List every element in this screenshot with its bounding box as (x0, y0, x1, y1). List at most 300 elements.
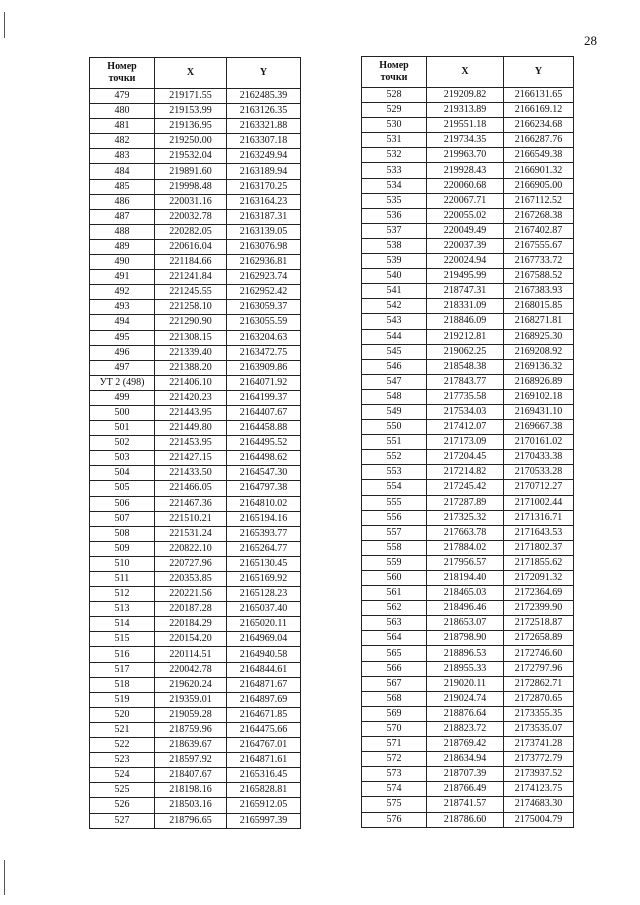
cell-point-number: 503 (90, 451, 155, 466)
cell-point-number: 516 (90, 647, 155, 662)
cell-y: 2166131.65 (504, 88, 574, 103)
cell-x: 221184.66 (155, 255, 227, 270)
cell-y: 2163055.59 (227, 315, 301, 330)
cell-point-number: 486 (90, 194, 155, 209)
cell-x: 217663.78 (427, 525, 504, 540)
cell-x: 218786.60 (427, 812, 504, 827)
cell-x: 221443.95 (155, 405, 227, 420)
cell-x: 221420.23 (155, 390, 227, 405)
table-row (90, 738, 301, 753)
table-row (90, 768, 301, 783)
cell-x: 218741.57 (427, 797, 504, 812)
cell-y: 2167383.93 (504, 284, 574, 299)
table-row (362, 586, 574, 601)
cell-x: 220114.51 (155, 647, 227, 662)
cell-point-number: 553 (362, 465, 427, 480)
cell-point-number: 526 (90, 798, 155, 813)
table-row (90, 617, 301, 632)
cell-point-number: 492 (90, 285, 155, 300)
table-row (362, 178, 574, 193)
table-row (362, 661, 574, 676)
cell-point-number: 556 (362, 510, 427, 525)
table-row (362, 601, 574, 616)
cell-y: 2164969.04 (227, 632, 301, 647)
cell-x: 217245.42 (427, 480, 504, 495)
cell-y: 2165264.77 (227, 541, 301, 556)
cell-x: 221258.10 (155, 300, 227, 315)
cell-x: 221433.50 (155, 466, 227, 481)
cell-x: 220616.04 (155, 239, 227, 254)
cell-point-number: 484 (90, 164, 155, 179)
cell-point-number: 548 (362, 389, 427, 404)
cell-x: 219313.89 (427, 103, 504, 118)
cell-x: 218823.72 (427, 721, 504, 736)
cell-y: 2166234.68 (504, 118, 574, 133)
cell-point-number: 546 (362, 359, 427, 374)
cell-point-number: 480 (90, 104, 155, 119)
cell-x: 220067.71 (427, 193, 504, 208)
cell-point-number: 559 (362, 555, 427, 570)
cell-y: 2167112.52 (504, 193, 574, 208)
cell-point-number: 542 (362, 299, 427, 314)
table-row (362, 238, 574, 253)
table-row (362, 646, 574, 661)
table-row (362, 525, 574, 540)
cell-point-number: 509 (90, 541, 155, 556)
cell-point-number: 561 (362, 586, 427, 601)
cell-point-number: 519 (90, 692, 155, 707)
table-row (362, 555, 574, 570)
table-row (90, 179, 301, 194)
cell-point-number: 528 (362, 88, 427, 103)
cell-x: 220060.68 (427, 178, 504, 193)
cell-y: 2165130.45 (227, 556, 301, 571)
cell-y: 2164871.61 (227, 753, 301, 768)
cell-point-number: 565 (362, 646, 427, 661)
cell-x: 219020.11 (427, 676, 504, 691)
cell-y: 2163204.63 (227, 330, 301, 345)
cell-point-number: 501 (90, 421, 155, 436)
cell-x: 220353.85 (155, 572, 227, 587)
cell-point-number: УТ 2 (498) (90, 375, 155, 390)
cell-point-number: 505 (90, 481, 155, 496)
cell-x: 221510.21 (155, 511, 227, 526)
cell-y: 2164871.67 (227, 677, 301, 692)
cell-y: 2164458.88 (227, 421, 301, 436)
cell-y: 2165020.11 (227, 617, 301, 632)
table-row (362, 329, 574, 344)
cell-x: 221245.55 (155, 285, 227, 300)
table-row (90, 632, 301, 647)
cell-y: 2164897.69 (227, 692, 301, 707)
cell-x: 220187.28 (155, 602, 227, 617)
cell-x: 218769.42 (427, 737, 504, 752)
table-row (90, 572, 301, 587)
cell-x: 218896.53 (427, 646, 504, 661)
page-number: 28 (584, 33, 597, 48)
table-row (90, 451, 301, 466)
cell-y: 2165037.40 (227, 602, 301, 617)
cell-x: 219928.43 (427, 163, 504, 178)
table-row (362, 676, 574, 691)
table-row (362, 133, 574, 148)
cell-y: 2163321.88 (227, 119, 301, 134)
table-row (362, 510, 574, 525)
cell-x: 220024.94 (427, 254, 504, 269)
cell-y: 2173535.07 (504, 721, 574, 736)
cell-x: 221531.24 (155, 526, 227, 541)
cell-y: 2169136.32 (504, 359, 574, 374)
cell-point-number: 520 (90, 707, 155, 722)
table-header-row (362, 57, 574, 88)
table-row (90, 511, 301, 526)
cell-point-number: 569 (362, 706, 427, 721)
cell-y: 2170533.28 (504, 465, 574, 480)
cell-y: 2173355.35 (504, 706, 574, 721)
cell-y: 2172862.71 (504, 676, 574, 691)
table-row (362, 691, 574, 706)
table-row (362, 269, 574, 284)
cell-x: 221339.40 (155, 345, 227, 360)
table-row (362, 480, 574, 495)
table-row (362, 148, 574, 163)
cell-y: 2166287.76 (504, 133, 574, 148)
cell-point-number: 566 (362, 661, 427, 676)
cell-x: 217287.89 (427, 495, 504, 510)
table-row (90, 164, 301, 179)
table-body-left (90, 89, 301, 829)
cell-y: 2172797.96 (504, 661, 574, 676)
cell-y: 2164671.85 (227, 707, 301, 722)
cell-x: 218634.94 (427, 752, 504, 767)
table-row (362, 344, 574, 359)
table-row (90, 783, 301, 798)
table-header-row (90, 58, 301, 89)
table-row (362, 767, 574, 782)
table-row (90, 753, 301, 768)
cell-x: 219551.18 (427, 118, 504, 133)
cell-point-number: 550 (362, 420, 427, 435)
cell-y: 2171855.62 (504, 555, 574, 570)
cell-x: 217956.57 (427, 555, 504, 570)
cell-point-number: 564 (362, 631, 427, 646)
table-row (90, 647, 301, 662)
cell-x: 218407.67 (155, 768, 227, 783)
cell-point-number: 536 (362, 208, 427, 223)
cell-x: 219171.55 (155, 89, 227, 104)
cell-point-number: 535 (362, 193, 427, 208)
cell-point-number: 554 (362, 480, 427, 495)
cell-point-number: 510 (90, 556, 155, 571)
cell-point-number: 562 (362, 601, 427, 616)
cell-x: 219062.25 (427, 344, 504, 359)
cell-x: 218653.07 (427, 616, 504, 631)
cell-point-number: 552 (362, 450, 427, 465)
cell-y: 2162936.81 (227, 255, 301, 270)
cell-x: 220049.49 (427, 223, 504, 238)
table-row (362, 465, 574, 480)
cell-point-number: 499 (90, 390, 155, 405)
table-row (90, 375, 301, 390)
table-row (362, 389, 574, 404)
header-point-line2: точки (380, 72, 408, 83)
coordinates-table-left (89, 57, 301, 829)
cell-y: 2166901.32 (504, 163, 574, 178)
cell-point-number: 523 (90, 753, 155, 768)
table-row (362, 797, 574, 812)
cell-y: 2164844.61 (227, 662, 301, 677)
cell-x: 220221.56 (155, 587, 227, 602)
cell-y: 2167555.67 (504, 238, 574, 253)
cell-y: 2163472.75 (227, 345, 301, 360)
cell-point-number: 522 (90, 738, 155, 753)
cell-y: 2163187.31 (227, 209, 301, 224)
table-row (362, 193, 574, 208)
table-row (90, 89, 301, 104)
cell-point-number: 506 (90, 496, 155, 511)
table-row (90, 270, 301, 285)
table-row (90, 330, 301, 345)
cell-point-number: 508 (90, 526, 155, 541)
cell-y: 2165128.23 (227, 587, 301, 602)
table-row (90, 496, 301, 511)
cell-x: 219024.74 (427, 691, 504, 706)
cell-x: 221388.20 (155, 360, 227, 375)
table-row (362, 571, 574, 586)
cell-x: 219209.82 (427, 88, 504, 103)
cell-point-number: 527 (90, 813, 155, 828)
cell-x: 218796.65 (155, 813, 227, 828)
table-row (90, 194, 301, 209)
cell-y: 2172746.60 (504, 646, 574, 661)
cell-y: 2164498.62 (227, 451, 301, 466)
cell-point-number: 515 (90, 632, 155, 647)
cell-x: 220055.02 (427, 208, 504, 223)
table-row (362, 359, 574, 374)
cell-x: 219891.60 (155, 164, 227, 179)
cell-y: 2172518.87 (504, 616, 574, 631)
table-row (90, 119, 301, 134)
cell-y: 2172091.32 (504, 571, 574, 586)
cell-x: 218548.38 (427, 359, 504, 374)
cell-point-number: 525 (90, 783, 155, 798)
table-row (90, 360, 301, 375)
cell-point-number: 490 (90, 255, 155, 270)
table-row (90, 602, 301, 617)
cell-y: 2167402.87 (504, 223, 574, 238)
cell-x: 219153.99 (155, 104, 227, 119)
table-row (90, 345, 301, 360)
table-row (362, 404, 574, 419)
cell-point-number: 512 (90, 587, 155, 602)
table-row (362, 420, 574, 435)
cell-x: 218639.67 (155, 738, 227, 753)
cell-y: 2164495.52 (227, 436, 301, 451)
header-x: X (155, 58, 227, 89)
cell-x: 217884.02 (427, 540, 504, 555)
cell-x: 217412.07 (427, 420, 504, 435)
cell-point-number: 534 (362, 178, 427, 193)
cell-x: 221406.10 (155, 375, 227, 390)
table-row (90, 300, 301, 315)
cell-point-number: 479 (90, 89, 155, 104)
cell-point-number: 549 (362, 404, 427, 419)
cell-x: 218707.39 (427, 767, 504, 782)
cell-point-number: 504 (90, 466, 155, 481)
cell-y: 2168925.30 (504, 329, 574, 344)
cell-point-number: 524 (90, 768, 155, 783)
header-point-line1: Номер (107, 61, 137, 72)
table-row (362, 435, 574, 450)
cell-point-number: 575 (362, 797, 427, 812)
cell-y: 2169667.38 (504, 420, 574, 435)
cell-y: 2163059.37 (227, 300, 301, 315)
cell-y: 2164071.92 (227, 375, 301, 390)
header-x: X (427, 57, 504, 88)
cell-x: 221466.05 (155, 481, 227, 496)
table-row (362, 299, 574, 314)
table-row (362, 631, 574, 646)
cell-x: 221308.15 (155, 330, 227, 345)
scan-edge-mark-bottom (4, 860, 5, 895)
cell-y: 2169431.10 (504, 404, 574, 419)
cell-point-number: 558 (362, 540, 427, 555)
cell-x: 221241.84 (155, 270, 227, 285)
cell-x: 221449.80 (155, 421, 227, 436)
table-row (362, 284, 574, 299)
table-row (90, 149, 301, 164)
table-row (362, 314, 574, 329)
cell-y: 2164940.58 (227, 647, 301, 662)
cell-point-number: 502 (90, 436, 155, 451)
cell-x: 218496.46 (427, 601, 504, 616)
cell-point-number: 496 (90, 345, 155, 360)
cell-y: 2172658.89 (504, 631, 574, 646)
cell-y: 2172870.65 (504, 691, 574, 706)
cell-y: 2162485.39 (227, 89, 301, 104)
cell-x: 218503.16 (155, 798, 227, 813)
cell-point-number: 483 (90, 149, 155, 164)
table-row (362, 721, 574, 736)
cell-y: 2172364.69 (504, 586, 574, 601)
cell-x: 220184.29 (155, 617, 227, 632)
cell-point-number: 573 (362, 767, 427, 782)
table-row (362, 374, 574, 389)
table-row (90, 556, 301, 571)
cell-y: 2171316.71 (504, 510, 574, 525)
table-row (90, 798, 301, 813)
header-point-line1: Номер (379, 60, 409, 71)
cell-point-number: 489 (90, 239, 155, 254)
table-row (90, 677, 301, 692)
cell-y: 2163076.98 (227, 239, 301, 254)
cell-y: 2163126.35 (227, 104, 301, 119)
cell-x: 221290.90 (155, 315, 227, 330)
cell-y: 2163909.86 (227, 360, 301, 375)
cell-point-number: 557 (362, 525, 427, 540)
cell-y: 2170433.38 (504, 450, 574, 465)
cell-x: 219212.81 (427, 329, 504, 344)
cell-y: 2170161.02 (504, 435, 574, 450)
table-row (90, 390, 301, 405)
table-row (362, 450, 574, 465)
table-row (90, 722, 301, 737)
cell-point-number: 507 (90, 511, 155, 526)
table-row (90, 285, 301, 300)
table-row (362, 752, 574, 767)
cell-x: 218846.09 (427, 314, 504, 329)
cell-x: 221467.36 (155, 496, 227, 511)
cell-x: 217325.32 (427, 510, 504, 525)
cell-x: 218876.64 (427, 706, 504, 721)
table-row (90, 466, 301, 481)
cell-y: 2165194.16 (227, 511, 301, 526)
cell-point-number: 537 (362, 223, 427, 238)
table-row (90, 209, 301, 224)
cell-x: 220042.78 (155, 662, 227, 677)
cell-x: 219734.35 (427, 133, 504, 148)
table-row (90, 436, 301, 451)
table-row (90, 315, 301, 330)
table-row (90, 587, 301, 602)
cell-point-number: 544 (362, 329, 427, 344)
cell-y: 2171802.37 (504, 540, 574, 555)
cell-point-number: 572 (362, 752, 427, 767)
cell-point-number: 511 (90, 572, 155, 587)
cell-x: 220032.78 (155, 209, 227, 224)
cell-point-number: 517 (90, 662, 155, 677)
cell-point-number: 481 (90, 119, 155, 134)
table-row (90, 421, 301, 436)
table-row (90, 662, 301, 677)
cell-y: 2165393.77 (227, 526, 301, 541)
table-row (362, 103, 574, 118)
cell-point-number: 485 (90, 179, 155, 194)
cell-y: 2170712.27 (504, 480, 574, 495)
table-row (90, 707, 301, 722)
table-row (362, 495, 574, 510)
header-point-number (90, 58, 155, 89)
table-row (90, 526, 301, 541)
table-row (362, 254, 574, 269)
cell-y: 2171643.53 (504, 525, 574, 540)
coordinates-table-right (361, 56, 574, 828)
table-row (90, 255, 301, 270)
cell-y: 2174683.30 (504, 797, 574, 812)
cell-point-number: 488 (90, 224, 155, 239)
cell-y: 2171002.44 (504, 495, 574, 510)
cell-y: 2163164.23 (227, 194, 301, 209)
cell-x: 218465.03 (427, 586, 504, 601)
table-row (90, 239, 301, 254)
table-row (90, 405, 301, 420)
cell-x: 218955.33 (427, 661, 504, 676)
cell-x: 219998.48 (155, 179, 227, 194)
cell-x: 220037.39 (427, 238, 504, 253)
cell-y: 2168926.89 (504, 374, 574, 389)
cell-x: 220727.96 (155, 556, 227, 571)
cell-point-number: 567 (362, 676, 427, 691)
cell-y: 2163189.94 (227, 164, 301, 179)
cell-y: 2164810.02 (227, 496, 301, 511)
cell-x: 217843.77 (427, 374, 504, 389)
cell-y: 2164767.01 (227, 738, 301, 753)
cell-x: 218747.31 (427, 284, 504, 299)
cell-point-number: 543 (362, 314, 427, 329)
cell-x: 217204.45 (427, 450, 504, 465)
cell-y: 2165169.92 (227, 572, 301, 587)
cell-y: 2167733.72 (504, 254, 574, 269)
